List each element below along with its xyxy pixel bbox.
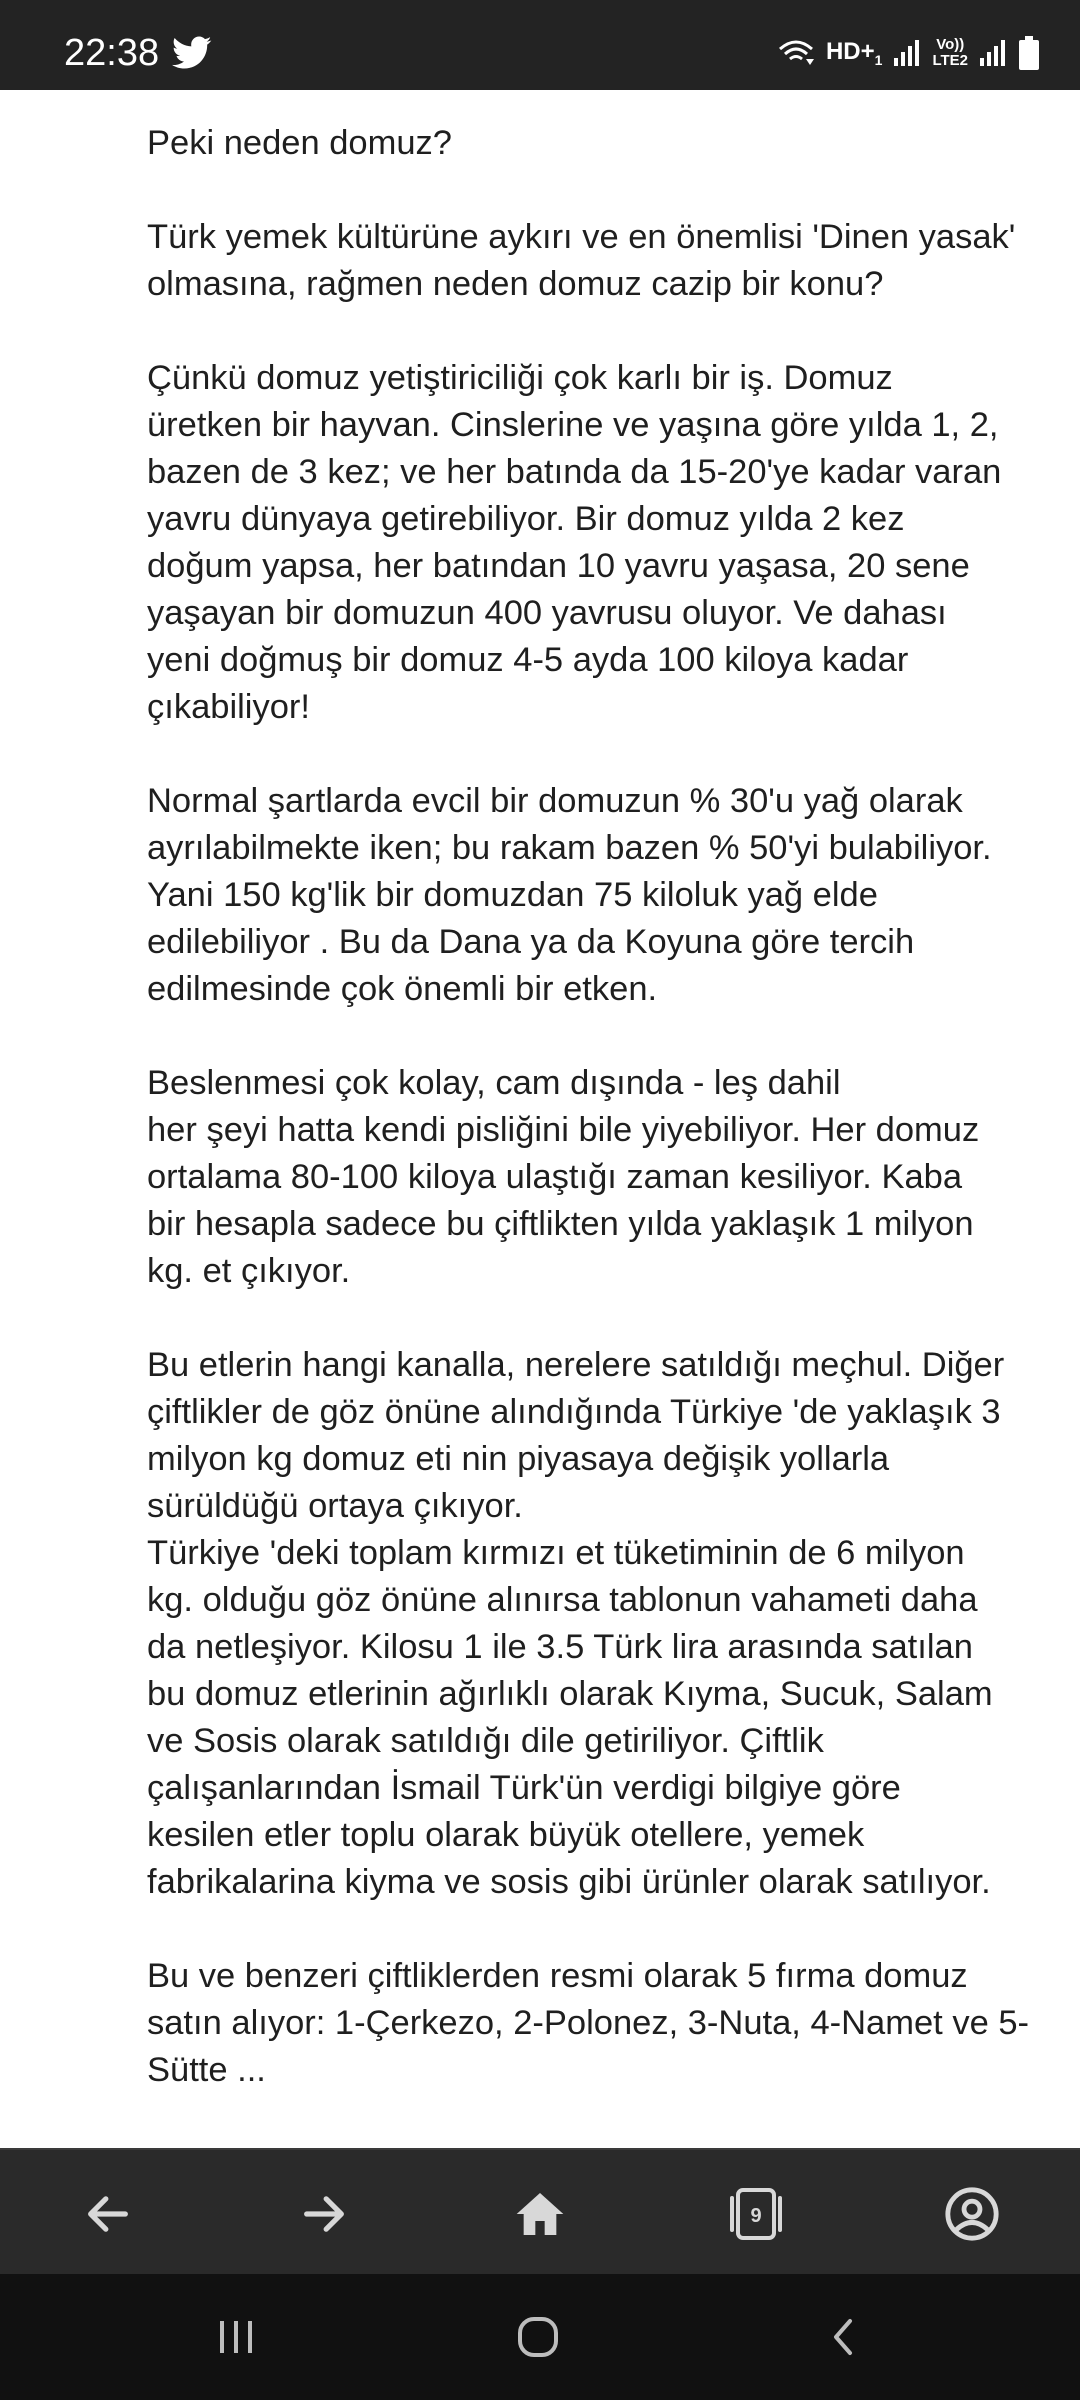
- system-nav-bar: [0, 2274, 1080, 2400]
- tabs-icon: [724, 2184, 788, 2244]
- system-back-icon: [824, 2313, 860, 2361]
- article-paragraph: Türkiye 'deki toplam kırmızı et tüketiminin de 6 milyon kg. olduğu göz önüne alınırsa tablonun vahameti daha da netleşiyor. Kilosu 1 ile 3.5 Türk lira arasında satılan bu domuz etlerinin ağırlıklı olarak Kıyma, Sucuk, Salam ve Sosis olarak satıldığı dile getiriliyor. Çiftlik çalışanlarından İsmail Türk'ün verdigi bilgiye göre kesilen etler toplu olarak büyük otellere, yemek fabrikalarina kiyma ve sosis gibi ürünler olarak satılıyor.: [147, 1534, 993, 1901]
- system-back-button[interactable]: [812, 2307, 872, 2367]
- back-button[interactable]: [72, 2178, 144, 2250]
- status-bar: [0, 0, 1080, 90]
- recents-button[interactable]: [206, 2307, 266, 2367]
- browser-toolbar: [0, 2148, 1080, 2276]
- article-paragraph: Çünkü domuz yetiştiriciliği çok karlı bir iş. Domuz üretken bir hayvan. Cinslerine ve yaşına göre yılda 1, 2, bazen de 3 kez; ve her batında da 15-20'ye kadar varan yavru dünyaya getirebiliyor. Bir domuz yılda 2 kez doğum yapsa, her batından 10 yavru yaşasa, 20 sene yaşayan bir domuzun 400 yavrusu oluyor. Ve dahası yeni doğmuş bir domuz 4-5 ayda 100 kiloya kadar çıkabiliyor!: [147, 359, 1002, 726]
- forward-button[interactable]: [288, 2178, 360, 2250]
- signal-2-icon: [978, 38, 1008, 68]
- signal-1-icon: [892, 38, 922, 68]
- wifi-icon: [776, 37, 816, 69]
- article-body: [147, 120, 1067, 2141]
- article-paragraph: Bu ve benzeri çiftliklerden resmi olarak 5 fırma domuz satın alıyor: 1-Çerkezo, 2-Polonez, 3-Nuta, 4-Namet ve 5- Sütte ...: [147, 1957, 1030, 2089]
- article-paragraph: Normal şartlarda evcil bir domuzun % 30'u yağ olarak ayrılabilmekte iken; bu rakam bazen % 50'yi bulabiliyor. Yani 150 kg'lik bir domuzdan 75 kiloluk yağ elde edilebiliyor . Bu da Dana ya da Koyuna göre tercih edilmesinde çok önemli bir etken.: [147, 782, 992, 1008]
- network-type-label: $HD+_1$: [825, 38, 883, 68]
- article-paragraph: Beslenmesi çok kolay, cam dışında - leş dahil her şeyi hatta kendi pisliğini bile yiyebiliyor. Her domuz ortalama 80-100 kiloya ulaştığı zaman kesiliyor. Kaba bir hesapla sadece bu çiftlikten yılda yaklaşık 1 milyon kg. et çıkıyor.: [147, 1064, 980, 1290]
- tabs-button[interactable]: [720, 2178, 792, 2250]
- twitter-icon: [172, 36, 212, 70]
- home-circle-icon: [514, 2313, 562, 2361]
- forward-arrow-icon: [298, 2188, 350, 2240]
- article-paragraph: Türk yemek kültürüne aykırı ve en önemlisi 'Dinen yasak' olmasına, rağmen neden domuz cazip bir konu?: [147, 218, 1016, 303]
- home-button[interactable]: [504, 2178, 576, 2250]
- system-home-button[interactable]: [508, 2307, 568, 2367]
- home-icon: [512, 2186, 568, 2242]
- tab-count: 9: [750, 2205, 762, 2227]
- status-indicators: [776, 30, 1040, 76]
- back-arrow-icon: [82, 2188, 134, 2240]
- status-time: 22:38: [64, 32, 160, 74]
- article-paragraph: Bu etlerin hangi kanalla, nerelere satıldığı meçhul. Diğer çiftlikler de göz önüne alındığında Türkiye 'de yaklaşık 3 milyon kg domuz eti nin piyasaya değişik yollarla sürüldüğü ortaya çıkıyor.: [147, 1346, 1005, 1525]
- volte-label: Vo)) LTE2: [932, 36, 968, 69]
- article-paragraph: Peki neden domuz?: [147, 124, 452, 162]
- account-icon: [943, 2185, 1001, 2243]
- account-button[interactable]: [936, 2178, 1008, 2250]
- battery-icon: [1018, 36, 1040, 70]
- recents-icon: [214, 2317, 258, 2357]
